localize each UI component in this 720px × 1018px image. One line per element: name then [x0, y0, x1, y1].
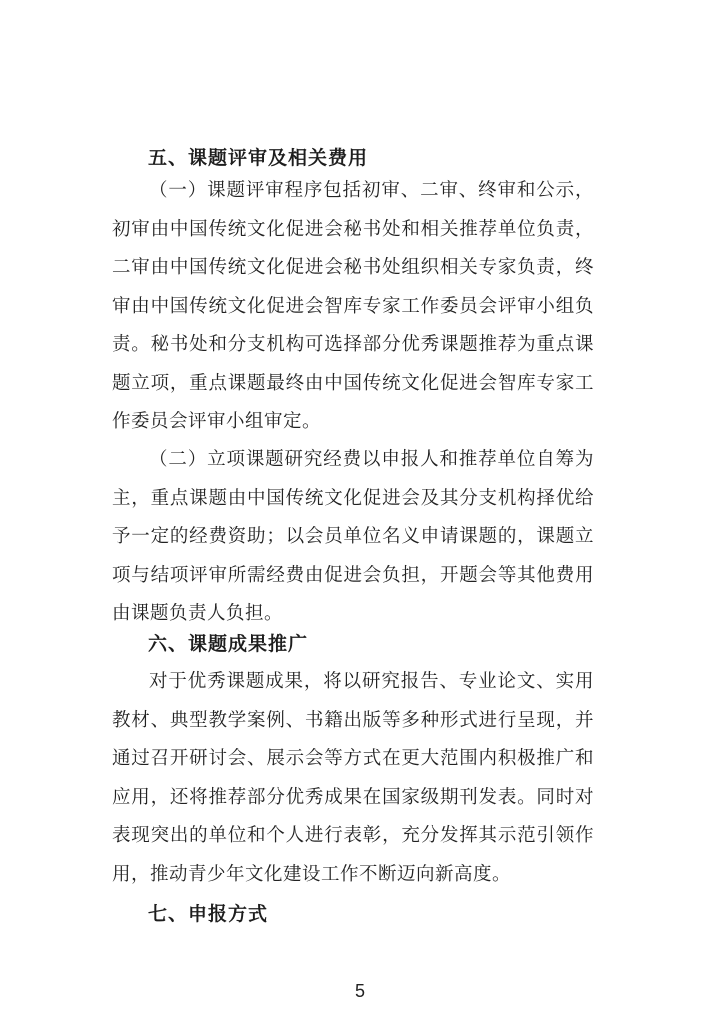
section-heading-6: 六、课题成果推广	[148, 633, 309, 655]
paragraph-5-1	[112, 172, 594, 442]
text-line: 教材、典型教学案例、书籍出版等多种形式进行呈现，并	[112, 709, 594, 731]
text-line: 初审由中国传统文化促进会秘书处和相关推荐单位负责，	[112, 218, 594, 240]
text-line: 题立项，重点课题最终由中国传统文化促进会智库专家工	[112, 372, 594, 394]
text-line: 审由中国传统文化促进会智库专家工作委员会评审小组负	[112, 295, 594, 317]
text-line: 予一定的经费资助；以会员单位名义申请课题的，课题立	[112, 526, 594, 547]
text-line: 由课题负责人负担。	[112, 603, 284, 624]
paragraph-5-2	[112, 441, 594, 634]
text-line: 应用，还将推荐部分优秀成果在国家级期刊发表。同时对	[112, 786, 594, 808]
paragraph-6-1	[112, 663, 594, 894]
text-line: 主，重点课题由中国传统文化促进会及其分支机构择优给	[112, 487, 594, 509]
text-line: 用，推动青少年文化建设工作不断迈向新高度。	[112, 863, 512, 885]
section-heading-7: 七、申报方式	[148, 903, 269, 925]
text-line: 责。秘书处和分支机构可选择部分优秀课题推荐为重点课	[112, 334, 594, 355]
text-line: （二）立项课题研究经费以申报人和推荐单位自筹为	[149, 449, 594, 470]
text-line: 项与结项评审所需经费由促进会负担，开题会等其他费用	[112, 564, 594, 586]
page-number: 5	[354, 981, 365, 1001]
text-line: （一）课题评审程序包括初审、二审、终审和公示，	[149, 180, 594, 201]
text-line: 通过召开研讨会、展示会等方式在更大范围内积极推广和	[112, 748, 594, 769]
section-heading-5: 五、课题评审及相关费用	[148, 147, 369, 169]
text-line: 对于优秀课题成果，将以研究报告、专业论文、实用	[149, 671, 594, 692]
text-line: 表现突出的单位和个人进行表彰，充分发挥其示范引领作	[112, 825, 594, 846]
text-line: 二审由中国传统文化促进会秘书处组织相关专家负责，终	[112, 257, 594, 278]
text-line: 作委员会评审小组审定。	[112, 411, 322, 432]
